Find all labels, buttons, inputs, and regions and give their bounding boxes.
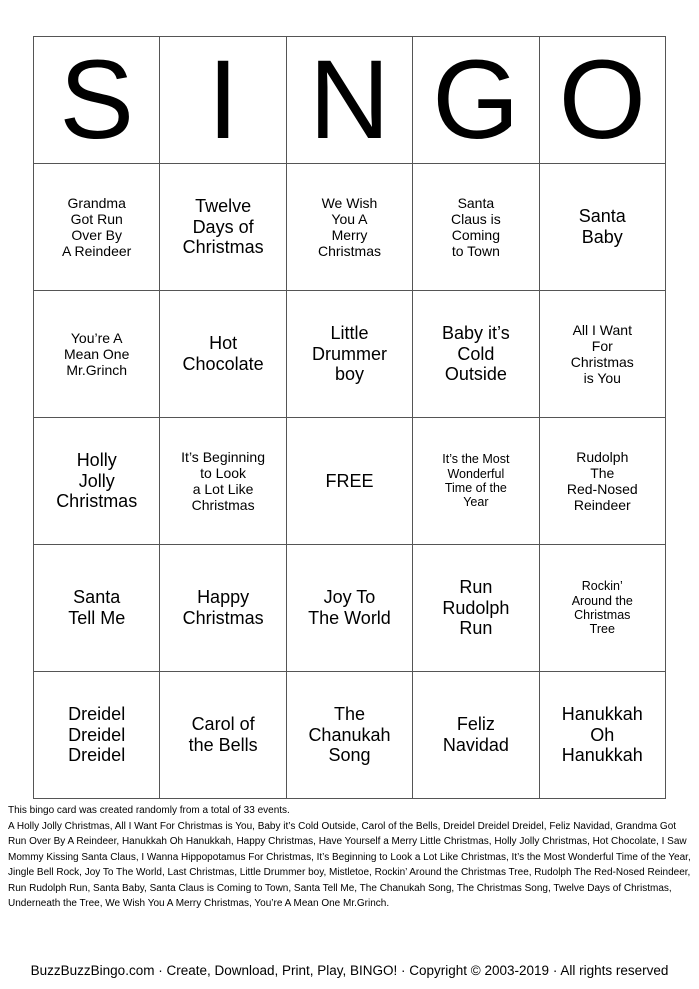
bingo-cell: Grandma Got Run Over By A Reindeer (34, 164, 160, 291)
bingo-cell: It’s the Most Wonderful Time of the Year (413, 418, 539, 545)
bingo-cell: Dreidel Dreidel Dreidel (34, 672, 160, 799)
bingo-cell: The Chanukah Song (286, 672, 412, 799)
bingo-cell: Hot Chocolate (160, 291, 286, 418)
bingo-cell: Rudolph The Red-Nosed Reindeer (539, 418, 665, 545)
bingo-cell: Feliz Navidad (413, 672, 539, 799)
bingo-cell: Happy Christmas (160, 545, 286, 672)
header-row (34, 37, 666, 164)
bingo-cell: Santa Claus is Coming to Town (413, 164, 539, 291)
card-row (34, 418, 666, 545)
free-cell: FREE (286, 418, 412, 545)
bingo-cell: Carol of the Bells (160, 672, 286, 799)
bingo-cell: Hanukkah Oh Hanukkah (539, 672, 665, 799)
bingo-cell: Santa Tell Me (34, 545, 160, 672)
event-list-footer (8, 803, 692, 912)
bingo-cell: Rockin’ Around the Christmas Tree (539, 545, 665, 672)
bingo-cell: Twelve Days of Christmas (160, 164, 286, 291)
bingo-cell: Little Drummer boy (286, 291, 412, 418)
bingo-cell: Run Rudolph Run (413, 545, 539, 672)
bingo-cell: We Wish You A Merry Christmas (286, 164, 412, 291)
header-letter-s: S (34, 37, 160, 164)
header-letter-i: I (160, 37, 286, 164)
bingo-cell: Joy To The World (286, 545, 412, 672)
bingo-cell: Baby it’s Cold Outside (413, 291, 539, 418)
footer-event-list: A Holly Jolly Christmas, All I Want For Christmas is You, Baby it’s Cold Outside, Carol of the Bells, Dreidel Dreidel Dreidel, Feliz Navidad, Grandma Got Run Over By A Reindeer, Hanukkah Oh Hanukkah, Happy Christmas, Have Yourself a Merry Little Christmas, Holly Jolly Christmas, Hot Chocolate, I Saw Mommy Kissing Santa Claus, I Wanna Hippopotamus For Christmas, It’s Beginning to Look a Lot Like Christmas, It’s the Most Wonderful Time of the Year, Jingle Bell Rock, Joy To The World, Last Christmas, Little Drummer boy, Mistletoe, Rockin’ Around the Christmas Tree, Rudolph The Red-Nosed Reindeer, Run Rudolph Run, Santa Baby, Santa Claus is Coming to Town, Santa Tell Me, The Chanukah Song, The Christmas Song, Twelve Days of Christmas, Underneath the Tree, We Wish You A Merry Christmas, You’re A Mean One Mr.Grinch. (8, 820, 691, 909)
site-credit: BuzzBuzzBingo.com · Create, Download, Print, Play, BINGO! · Copyright © 2003-2019 · All rights reserved (30, 963, 669, 978)
footer-intro: This bingo card was created randomly from a total of 33 events. (8, 805, 290, 816)
header-letter-n: N (286, 37, 412, 164)
card-row (34, 291, 666, 418)
bingo-cell: All I Want For Christmas is You (539, 291, 665, 418)
header-letter-g: G (413, 37, 539, 164)
bingo-cell: Holly Jolly Christmas (34, 418, 160, 545)
card-row (34, 672, 666, 799)
header-letter-o: O (539, 37, 665, 164)
card-row (34, 164, 666, 291)
card-row (34, 545, 666, 672)
bingo-cell: Santa Baby (539, 164, 665, 291)
bingo-card (33, 36, 666, 799)
bingo-cell: It’s Beginning to Look a Lot Like Christmas (160, 418, 286, 545)
bingo-cell: You’re A Mean One Mr.Grinch (34, 291, 160, 418)
